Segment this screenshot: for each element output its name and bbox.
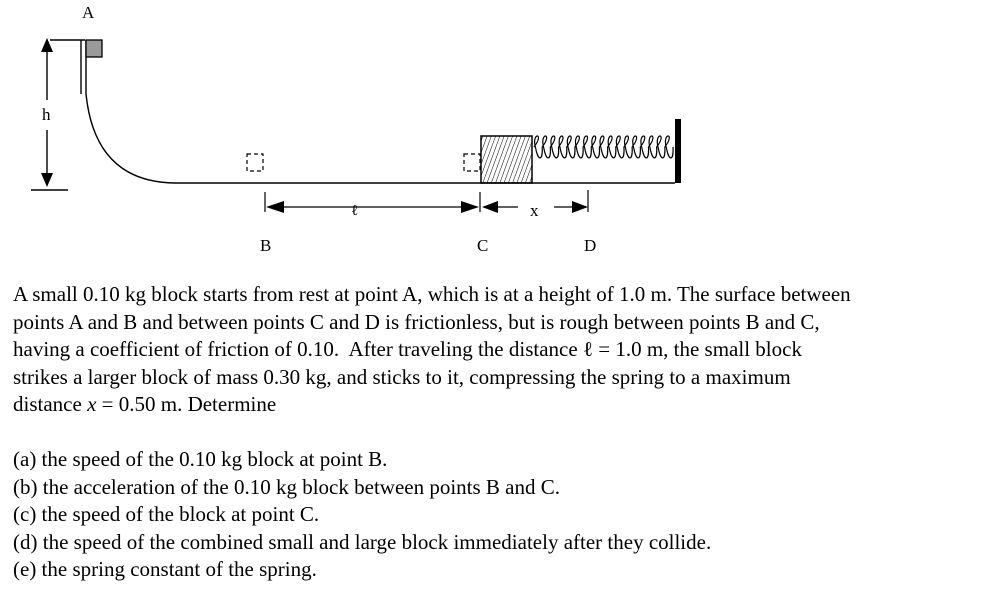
block-position-b [247,154,263,171]
point-d-label: D [584,236,597,255]
problem-statement [13,281,978,419]
ramp-track [50,40,675,183]
question-item: (a) the speed of the 0.10 kg block at point B. [13,447,388,471]
question-item: (e) the spring constant of the spring. [13,557,317,581]
variable-x: x [87,392,97,416]
distance-l-dimension [265,192,480,213]
small-block-at-a [86,40,102,57]
question-list [13,446,978,584]
block-position-c [464,154,480,171]
statement-line: A small 0.10 kg block starts from rest at point A, which is at a height of 1.0 m. The surface between [13,282,851,306]
statement-line: points A and B and between points C and D is frictionless, but is rough between points B and C, [13,309,820,334]
statement-line: strikes a larger block of mass 0.30 kg, and sticks to it, compressing the spring to a maximum [13,364,791,389]
point-c-label: C [477,236,489,255]
spring [534,136,673,158]
point-a-label: A [82,3,95,22]
compression-x-label: x [530,201,539,220]
question-item: (b) the acceleration of the 0.10 kg block between points B and C. [13,474,561,499]
statement-line: having a coefficient of friction of 0.10. After traveling the distance ℓ = 1.0 m, the small block [13,337,802,361]
large-block [481,136,532,183]
question-item: (c) the speed of the block at point C. [13,502,320,526]
wall [675,119,681,183]
statement-line: distance x = 0.50 m. Determine [13,392,277,416]
spring-coil [534,136,673,158]
ramp-spring-diagram [0,0,987,265]
point-b-label: B [260,236,272,255]
distance-l-label: ℓ [351,201,359,219]
height-label: h [42,105,51,124]
question-item: (d) the speed of the combined small and large block immediately after they collide. [13,529,712,554]
